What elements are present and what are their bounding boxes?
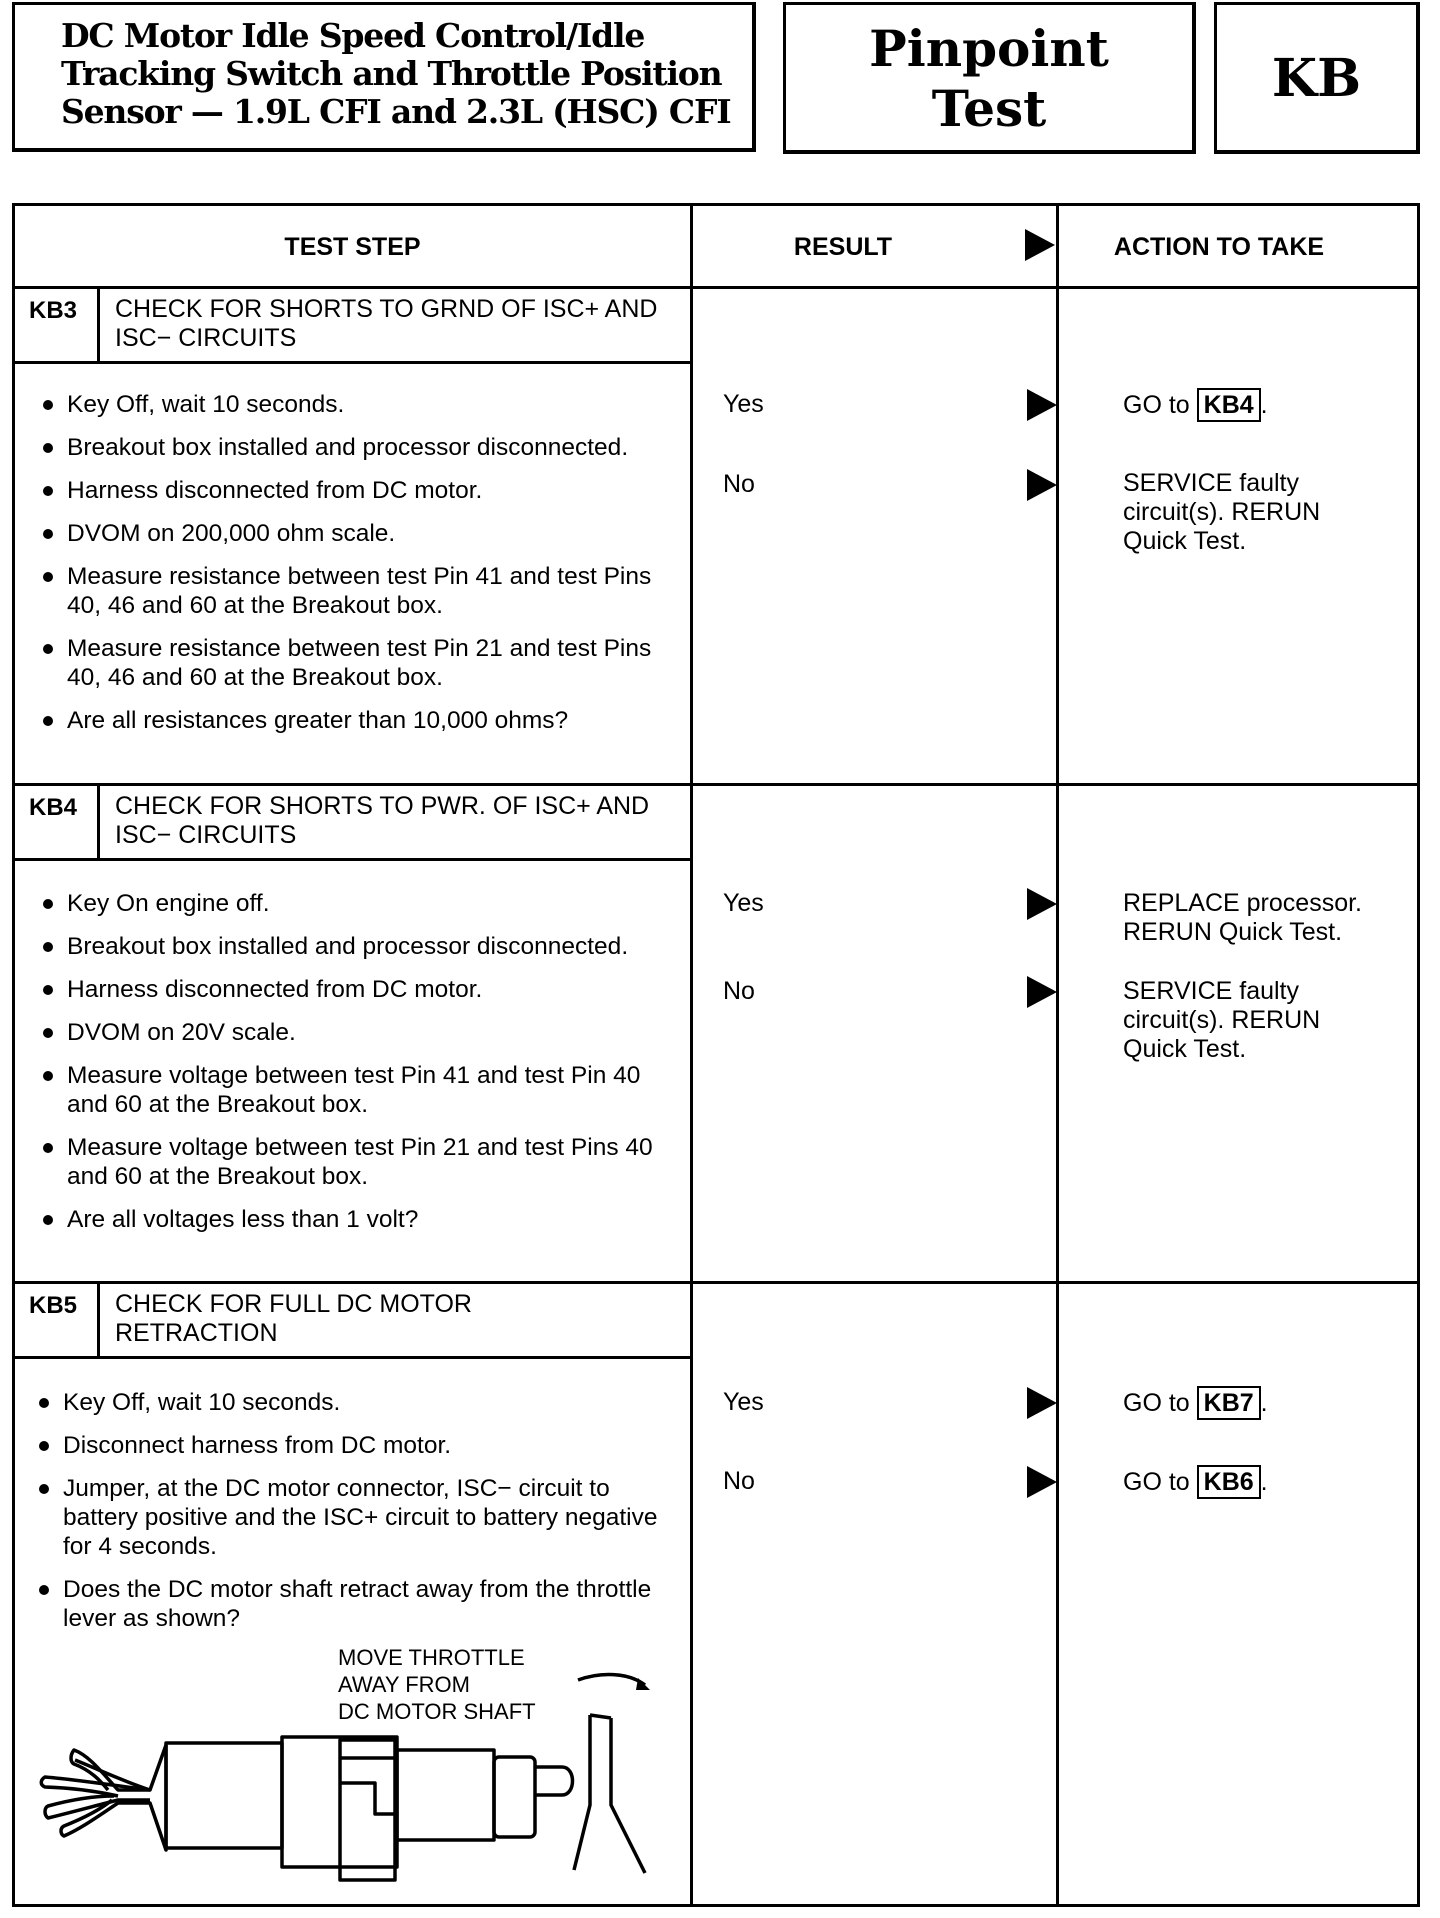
action-yes: REPLACE processor. RERUN Quick Test. <box>1123 889 1362 946</box>
instruction-item: Harness disconnected from DC motor. <box>39 975 679 1004</box>
step-reference-link[interactable]: KB4 <box>1197 388 1261 422</box>
arrow-icon <box>1027 888 1057 920</box>
instruction-item: Does the DC motor shaft retract away from the throttle lever as shown? <box>35 1575 675 1633</box>
result-no: No <box>723 977 755 1005</box>
motor-shaft <box>535 1767 573 1795</box>
test-title <box>12 2 756 152</box>
result-arrow-icon <box>1025 229 1055 261</box>
step-id: KB3 <box>15 289 100 361</box>
step-title: CHECK FOR FULL DC MOTOR RETRACTION <box>115 1290 472 1347</box>
instruction-item: Measure resistance between test Pin 41 and test Pins 40, 46 and 60 at the Breakout box. <box>39 562 679 620</box>
test-code: KB <box>1214 2 1420 154</box>
rotation-arrow-icon <box>578 1675 645 1685</box>
action-yes <box>1123 388 1413 422</box>
arrow-icon <box>1027 976 1057 1008</box>
instruction-item: Harness disconnected from DC motor. <box>39 476 679 505</box>
action-text: GO to <box>1123 391 1190 419</box>
action-yes <box>1123 1386 1413 1420</box>
action-text: GO to <box>1123 1389 1190 1417</box>
wire-harness-icon <box>41 1745 166 1850</box>
arrow-icon <box>1027 1466 1057 1498</box>
result-yes: Yes <box>723 1388 764 1416</box>
instruction-item: Disconnect harness from DC motor. <box>35 1431 675 1460</box>
result-yes: Yes <box>723 889 764 917</box>
result-no: No <box>723 470 755 498</box>
punct: . <box>1260 391 1268 419</box>
step-title: CHECK FOR SHORTS TO GRND OF ISC+ AND ISC− CIRCUITS <box>115 295 658 352</box>
test-step-kb3 <box>15 289 1417 786</box>
test-step-kb4 <box>15 786 1417 1284</box>
action-no: SERVICE faulty circuit(s). RERUN Quick Test. <box>1123 469 1321 555</box>
step-instructions <box>35 1388 675 1647</box>
divider <box>15 361 692 364</box>
step-instructions <box>39 390 679 749</box>
result-yes: Yes <box>723 390 764 418</box>
action-text: GO to <box>1123 1468 1190 1496</box>
instruction-item: Are all voltages less than 1 volt? <box>39 1205 679 1234</box>
title-line: Tracking Switch and Throttle Position <box>61 54 722 93</box>
instruction-item: Key Off, wait 10 seconds. <box>35 1388 675 1417</box>
pinpoint-test-label <box>783 2 1196 154</box>
throttle-lever <box>574 1715 645 1873</box>
action-no <box>1123 1465 1413 1499</box>
punct: . <box>1260 1468 1268 1496</box>
pinpoint-line: Test <box>931 79 1047 138</box>
figure-label-line: AWAY FROM <box>338 1672 470 1697</box>
step-instructions <box>39 889 679 1248</box>
arrow-icon <box>1027 389 1057 421</box>
column-header-result: RESULT <box>793 233 893 261</box>
instruction-item: DVOM on 20V scale. <box>39 1018 679 1047</box>
title-line: DC Motor Idle Speed Control/Idle <box>61 16 645 55</box>
instruction-item: Key Off, wait 10 seconds. <box>39 390 679 419</box>
result-no: No <box>723 1467 755 1495</box>
divider <box>15 1356 692 1359</box>
title-line: Sensor — 1.9L CFI and 2.3L (HSC) CFI <box>61 92 731 131</box>
step-id: KB5 <box>15 1284 100 1356</box>
step-title: CHECK FOR SHORTS TO PWR. OF ISC+ AND ISC− CIRCUITS <box>115 792 650 849</box>
shaft-collar <box>494 1757 535 1837</box>
step-reference-link[interactable]: KB7 <box>1197 1386 1261 1420</box>
arrow-head-icon <box>636 1678 650 1690</box>
column-header-test-step: TEST STEP <box>284 233 421 261</box>
instruction-item: Measure voltage between test Pin 41 and test Pin 40 and 60 at the Breakout box. <box>39 1061 679 1119</box>
step-reference-link[interactable]: KB6 <box>1197 1465 1261 1499</box>
step-id: KB4 <box>15 786 100 858</box>
pinpoint-line: Pinpoint <box>869 19 1109 78</box>
instruction-item: Measure voltage between test Pin 21 and test Pins 40 and 60 at the Breakout box. <box>39 1133 679 1191</box>
instruction-item: Breakout box installed and processor disconnected. <box>39 433 679 462</box>
column-header-action: ACTION TO TAKE <box>1113 233 1325 261</box>
dc-motor-diagram <box>0 1620 720 1918</box>
motor-body <box>166 1743 282 1848</box>
connector-block <box>340 1740 395 1880</box>
motor-housing <box>397 1750 494 1840</box>
figure-label-line: DC MOTOR SHAFT <box>338 1699 536 1724</box>
instruction-item: Are all resistances greater than 10,000 ohms? <box>39 706 679 735</box>
instruction-item: Key On engine off. <box>39 889 679 918</box>
instruction-item: Measure resistance between test Pin 21 and test Pins 40, 46 and 60 at the Breakout box. <box>39 634 679 692</box>
instruction-item: Breakout box installed and processor disconnected. <box>39 932 679 961</box>
punct: . <box>1260 1389 1268 1417</box>
figure-label-line: MOVE THROTTLE <box>338 1645 525 1670</box>
arrow-icon <box>1027 1387 1057 1419</box>
instruction-item: Jumper, at the DC motor connector, ISC− circuit to battery positive and the ISC+ circuit to battery negative for 4 seconds. <box>35 1474 675 1561</box>
action-no: SERVICE faulty circuit(s). RERUN Quick Test. <box>1123 977 1321 1063</box>
instruction-item: DVOM on 200,000 ohm scale. <box>39 519 679 548</box>
divider <box>15 858 692 861</box>
arrow-icon <box>1027 469 1057 501</box>
